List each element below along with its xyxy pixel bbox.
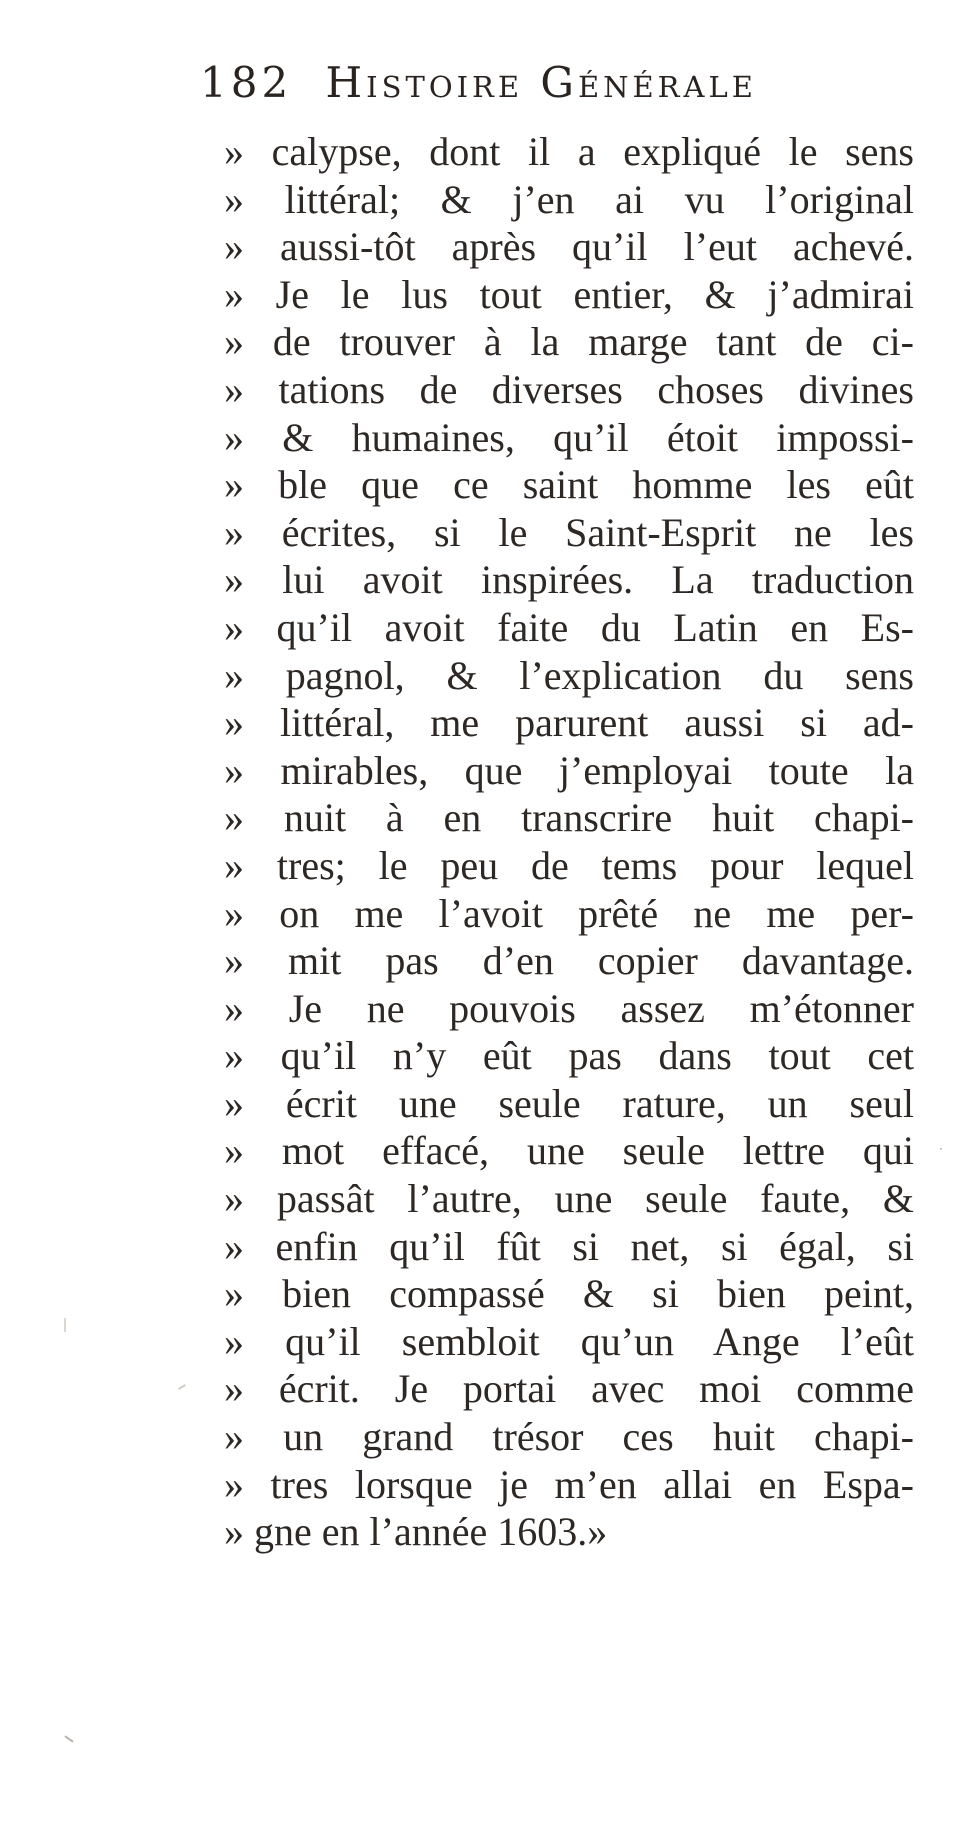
text-line: » calypse, dont il a expliqué le sens [224, 129, 914, 174]
text-line: » gne en l’année 1603.» [224, 1509, 608, 1555]
text-line: » pagnol, & l’explication du sens [224, 652, 914, 698]
text-line: » écrites, si le Saint-Esprit ne les [224, 509, 914, 555]
text-line: » mot effacé, une seule lettre qui [224, 1128, 914, 1174]
text-line: » Je ne pouvois assez m’étonner [224, 985, 914, 1031]
text-line: » mirables, que j’employai toute la [224, 747, 914, 793]
page-number: 182 [200, 58, 293, 107]
text-line: » écrit une seule rature, un seul [224, 1080, 914, 1126]
text-line: » Je le lus tout entier, & j’admirai [224, 271, 914, 317]
text-line: » de trouver à la marge tant de ci- [224, 319, 914, 365]
text-line: » bien compassé & si bien peint, [224, 1271, 914, 1317]
text-line: » un grand trésor ces huit chapi- [224, 1414, 914, 1460]
text-line: » & humaines, qu’il étoit impossi- [224, 414, 914, 460]
text-line: » aussi-tôt après qu’il l’eut achevé. [224, 224, 914, 270]
paper-speck [178, 1384, 186, 1390]
body-text [224, 128, 944, 1556]
text-line: » qu’il n’y eût pas dans tout cet [224, 1033, 914, 1079]
paper-speck [940, 1148, 942, 1150]
text-line: » qu’il sembloit qu’un Ange l’eût [224, 1318, 914, 1364]
running-header [200, 58, 757, 107]
text-line: » nuit à en transcrire huit chapi- [224, 795, 914, 841]
paper-speck [64, 1735, 73, 1742]
running-title: Histoire Générale [325, 58, 757, 107]
text-line: » tres lorsque je m’en allai en Espa- [224, 1461, 914, 1507]
text-line: » passât l’autre, une seule faute, & [224, 1176, 914, 1222]
paper-speck [64, 1318, 66, 1332]
text-line: » ble que ce saint homme les eût [224, 462, 914, 508]
text-line: » lui avoit inspirées. La traduction [224, 557, 914, 603]
text-line: » mit pas d’en copier davantage. [224, 938, 914, 984]
text-line: » enfin qu’il fût si net, si égal, si [224, 1223, 914, 1269]
text-line: » tations de diverses choses divines [224, 366, 914, 412]
text-line: » qu’il avoit faite du Latin en Es- [224, 604, 914, 650]
text-line: » littéral; & j’en ai vu l’original [224, 176, 914, 222]
text-line: » écrit. Je portai avec moi comme [224, 1366, 914, 1412]
text-line: » on me l’avoit prêté ne me per- [224, 890, 914, 936]
text-line: » tres; le peu de tems pour lequel [224, 842, 914, 888]
text-line: » littéral, me parurent aussi si ad- [224, 700, 914, 746]
